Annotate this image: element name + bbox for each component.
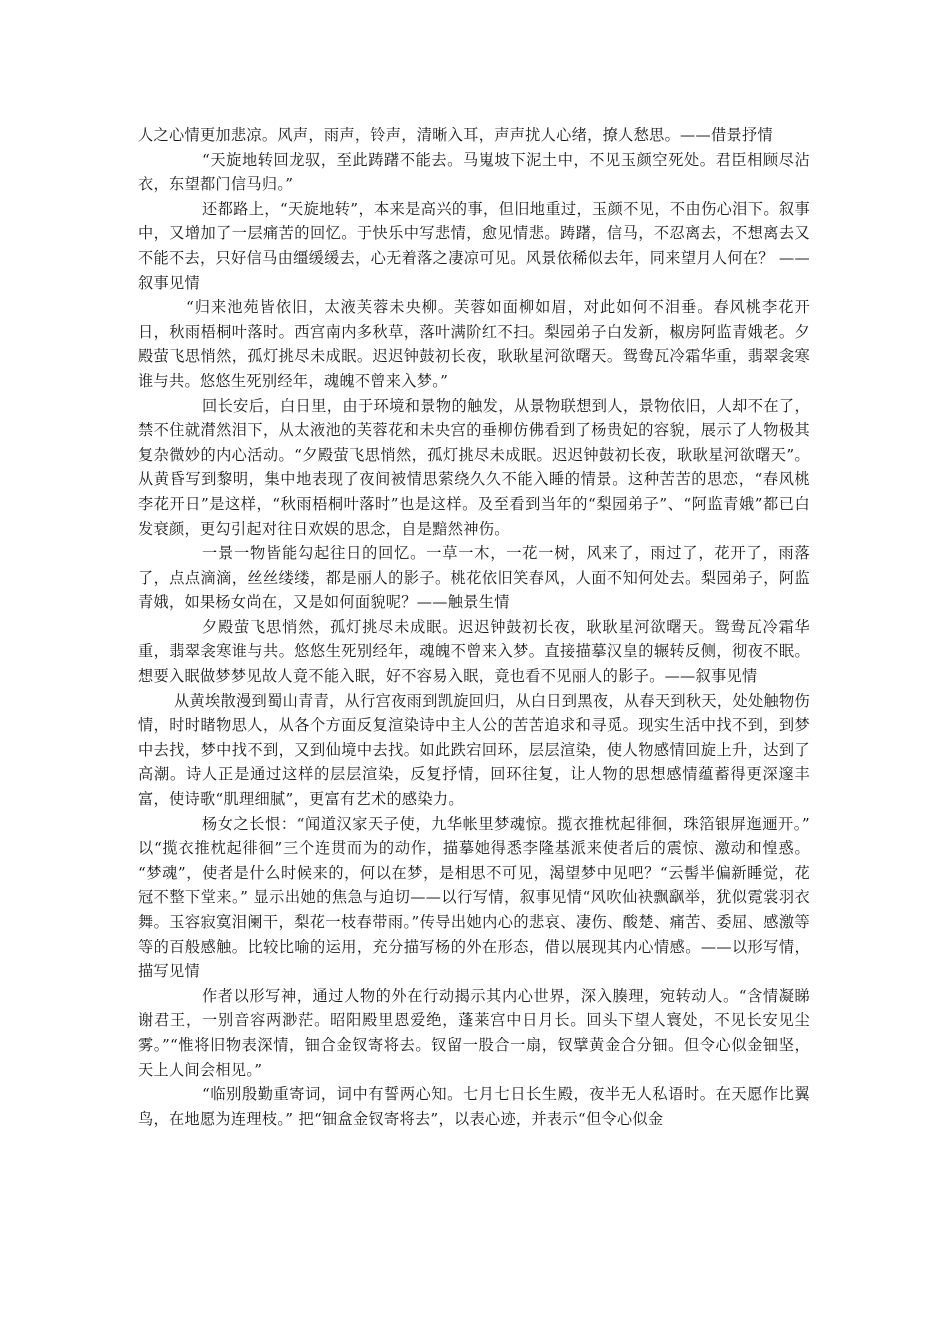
paragraph-10: 作者以形写神，通过人物的外在行动揭示其内心世界，深入腠理，宛转动人。“含情凝睇谢君王，一别音容两渺茫。昭阳殿里恩爱绝，蓬莱宫中日月长。回头下望人寰处，不见长安见尘雾。”“惟将旧物表深情，钿合金钗寄将去。钗留一股合一扇，钗擘黄金合分钿。但令心似金钿坚，天上人间会相见。” (138, 986, 810, 1079)
paragraph-11: “临别殷勤重寄词，词中有誓两心知。七月七日长生殿，夜半无人私语时。在天愿作比翼鸟，在地愿为连理枝。” 把“钿盒金钗寄将去”，以表心迹，并表示“但令心似金 (138, 1085, 810, 1128)
paragraph-6: 一景一物皆能勾起往日的回忆。一草一木，一花一树，风来了，雨过了，花开了，雨落了，点点滴滴，丝丝缕缕，都是丽人的影子。桃花依旧笑春风，人面不知何处去。梨园弟子，阿监青娥，如果杨女尚在，又是如何面貌呢？——触景生情 (138, 544, 810, 612)
paragraph-4: “归来池苑皆依旧，太液芙蓉未央柳。芙蓉如面柳如眉，对此如何不泪垂。春风桃李花开日，秋雨梧桐叶落时。西宫南内多秋草，落叶满阶红不扫。梨园弟子白发新，椒房阿监青娥老。夕殿萤飞思悄然，孤灯挑尽未成眠。迟迟钟鼓初长夜，耿耿星河欲曙天。鸳鸯瓦冷霜华重，翡翠衾寒谁与共。悠悠生死别经年，魂魄不曾来入梦。” (138, 298, 810, 390)
paragraph-9: 杨女之长恨：“闻道汉家天子使，九华帐里梦魂惊。揽衣推枕起徘徊，珠箔银屏迤逦开。” 以“揽衣推枕起徘徊”三个连贯而为的动作，描摹她得悉李隆基派来使者后的震惊、激动和惶惑。 “梦魂”，使者是什么时候来的，何以在梦，是相思不可见，渴望梦中见吧？“云髻半偏新睡觉，花冠不整下堂来。” 显示出她的焦急与迫切——以行写情，叙事见情“风吹仙袂飘飖举，犹似霓裳羽衣舞。玉容寂寞泪阑干，梨花一枝春带雨。”传导出她内心的悲哀、凄伤、酸楚、痛苦、委屈、感激等等的百般感触。比较比喻的运用，充分描写杨的外在形态，借以展现其内心情感。——以形写情，描写见情 (138, 814, 810, 981)
paragraph-8: 从黄埃散漫到蜀山青青，从行宫夜雨到凯旋回归，从白日到黑夜，从春天到秋天，处处触物伤情，时时睹物思人，从各个方面反复渲染诗中主人公的苦苦追求和寻觅。现实生活中找不到，到梦中去找，梦中找不到，又到仙境中去找。如此跌宕回环，层层渲染，使人物感情回旋上升，达到了高潮。诗人正是通过这样的层层渲染，反复抒情，回环往复，让人物的思想感情蕴蓄得更深邃丰富，使诗歌“肌理细腻”，更富有艺术的感染力。 (138, 691, 810, 809)
paragraph-5: 回长安后，白日里，由于环境和景物的触发，从景物联想到人，景物依旧，人却不在了，禁不住就潸然泪下，从太液池的芙蓉花和未央宫的垂柳仿佛看到了杨贵妃的容貌，展示了人物极其复杂微妙的内心活动。“夕殿萤飞思悄然，孤灯挑尽未成眠。迟迟钟鼓初长夜，耿耿星河欲曙天”。从黄昏写到黎明，集中地表现了夜间被情思萦绕久久不能入睡的情景。这种苦苦的思恋，“春风桃李花开日”是这样，“秋雨梧桐叶落时”也是这样。及至看到当年的“梨园弟子”、“阿监青娥”都已白发衰颜，更勾引起对往日欢娱的思念，自是黯然神伤。 (138, 396, 810, 538)
paragraph-1: 人之心情更加悲凉。风声，雨声，铃声，清晰入耳，声声扰人心绪，撩人愁思。——借景抒情 (138, 126, 773, 144)
paragraph-7: 夕殿萤飞思悄然，孤灯挑尽未成眠。迟迟钟鼓初长夜，耿耿星河欲曙天。鸳鸯瓦冷霜华重，翡翠衾寒谁与共。悠悠生死别经年，魂魄不曾来入梦。直接描摹汉皇的辗转反侧，彻夜不眠。想要入眠做梦梦见故人竟不能入眠，好不容易入眠，竟也看不见丽人的影子。——叙事见情 (138, 617, 810, 686)
document-body (138, 123, 810, 1131)
paragraph-3: 还都路上，“天旋地转”，本来是高兴的事，但旧地重过，玉颜不见，不由伤心泪下。叙事中，又增加了一层痛苦的回忆。于快乐中写悲情，愈见情悲。踌躇，信马，不忍离去，不想离去又不能不去，只好信马由缰缓缓去，心无着落之凄凉可见。风景依稀似去年，同来望月人何在？ ——叙事见情 (138, 199, 810, 292)
paragraph-2: “天旋地转回龙驭，至此踌躇不能去。马嵬坡下泥土中，不见玉颜空死处。君臣相顾尽沾衣，东望都门信马归。” (138, 150, 810, 194)
